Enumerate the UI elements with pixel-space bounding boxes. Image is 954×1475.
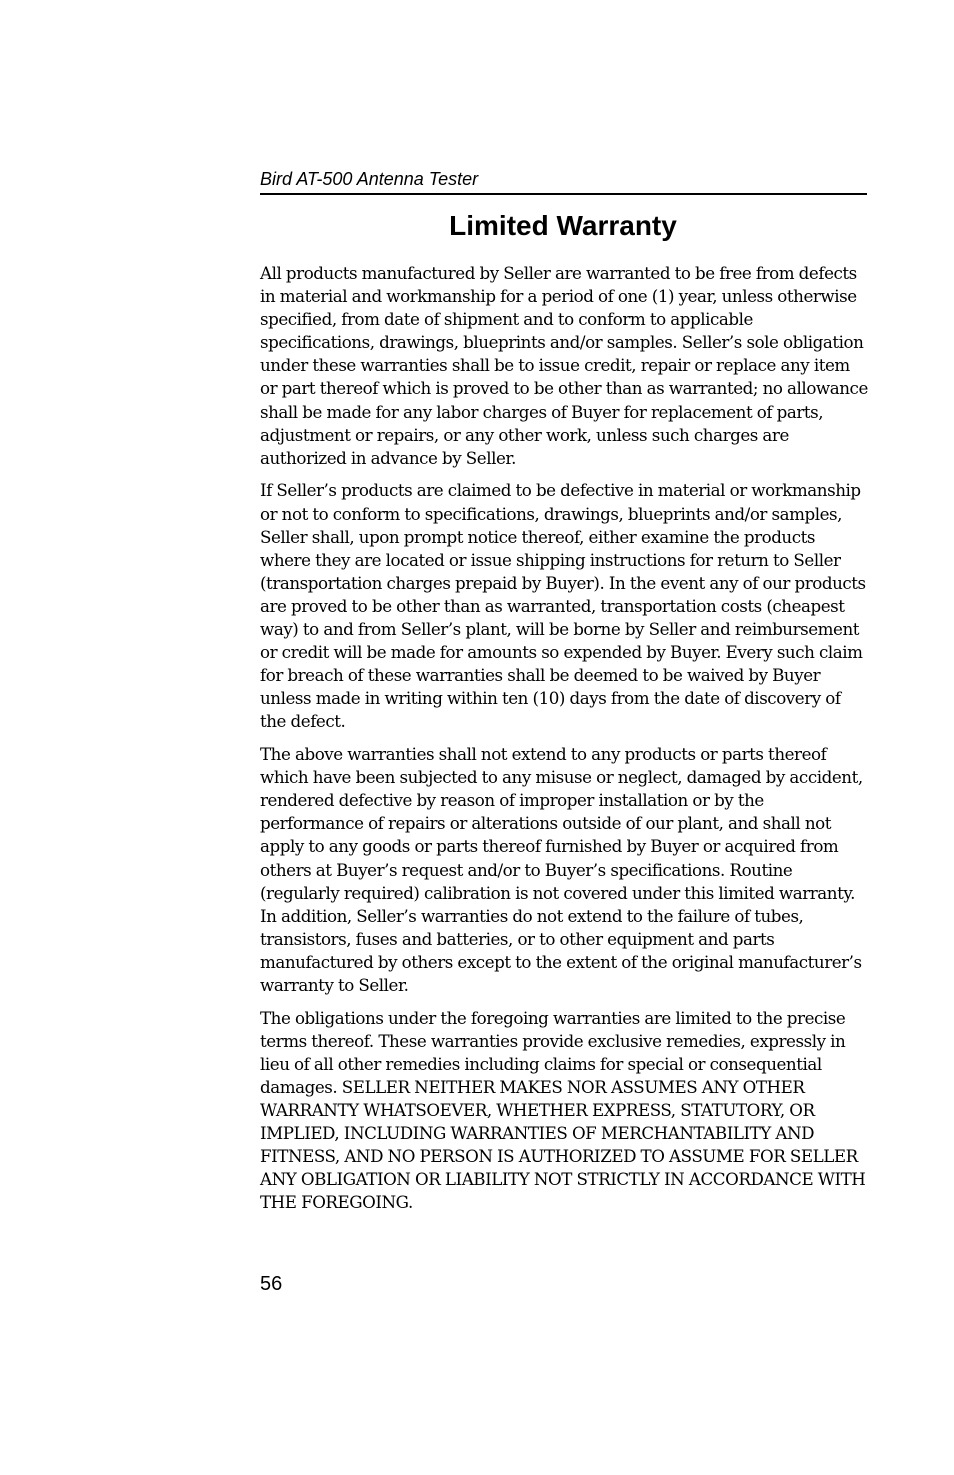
header-rule xyxy=(260,193,867,195)
warranty-paragraph-2: If Seller’s products are claimed to be defective in material or workmanship or not to conform to specifications, drawings, blueprints and/or samples, Seller shall, upon prompt notice thereof, either examine the products where they are located or issue shipping instructions for return to Seller (transportation charges prepaid by Buyer). In the event any of our products are proved to be other than as warranted, transportation costs (cheapest way) to and from Seller’s plant, will be borne by Seller and reimbursement or credit will be made for amounts so expended by Buyer. Every such claim for breach of these warranties shall be deemed to be waived by Buyer unless made in writing within ten (10) days from the date of discovery of the defect. xyxy=(260,480,866,732)
page-number: 56 xyxy=(260,1273,283,1295)
warranty-paragraph-1: All products manufactured by Seller are warranted to be free from defects in material and workmanship for a period of one (1) year, unless otherwise specified, from date of shipment and to conform to applicable specifications, drawings, blueprints and/or samples. Seller’s sole obligation under these warranties shall be to issue credit, repair or replace any item or part thereof which is proved to be other than as warranted; no allowance shall be made for any labor charges of Buyer for replacement of parts, adjustment or repairs, or any other work, unless such charges are authorized in advance by Seller. xyxy=(260,263,868,468)
warranty-body xyxy=(260,262,870,1224)
running-header-title: Bird AT-500 Antenna Tester xyxy=(260,169,479,189)
warranty-paragraph-3: The above warranties shall not extend to any products or parts thereof which have been subjected to any misuse or neglect, damaged by accident, rendered defective by reason of improper installation or by the performance of repairs or alterations outside of our plant, and shall not apply to any goods or parts thereof furnished by Buyer or acquired from others at Buyer’s request and/or to Buyer’s specifications. Routine (regularly required) calibration is not covered under this limited warranty. In addition, Seller’s warranties do not extend to the failure of tubes, transistors, fuses and batteries, or to other equipment and parts manufactured by others except to the extent of the original manufacturer’s warranty to Seller. xyxy=(260,744,863,995)
warranty-paragraph-4: The obligations under the foregoing warranties are limited to the precise terms thereof. These warranties provide exclusive remedies, expressly in lieu of all other remedies including claims for special or consequential damages. SELLER NEITHER MAKES NOR ASSUMES ANY OTHER WARRANTY WHATSOEVER, WHETHER EXPRESS, STATUTORY, OR IMPLIED, INCLUDING WARRANTIES OF MERCHANTABILITY AND FITNESS, AND NO PERSON IS AUTHORIZED TO ASSUME FOR SELLER ANY OBLIGATION OR LIABILITY NOT STRICTLY IN ACCORDANCE WITH THE FOREGOING. xyxy=(260,1007,866,1213)
page-title: Limited Warranty xyxy=(449,210,677,241)
